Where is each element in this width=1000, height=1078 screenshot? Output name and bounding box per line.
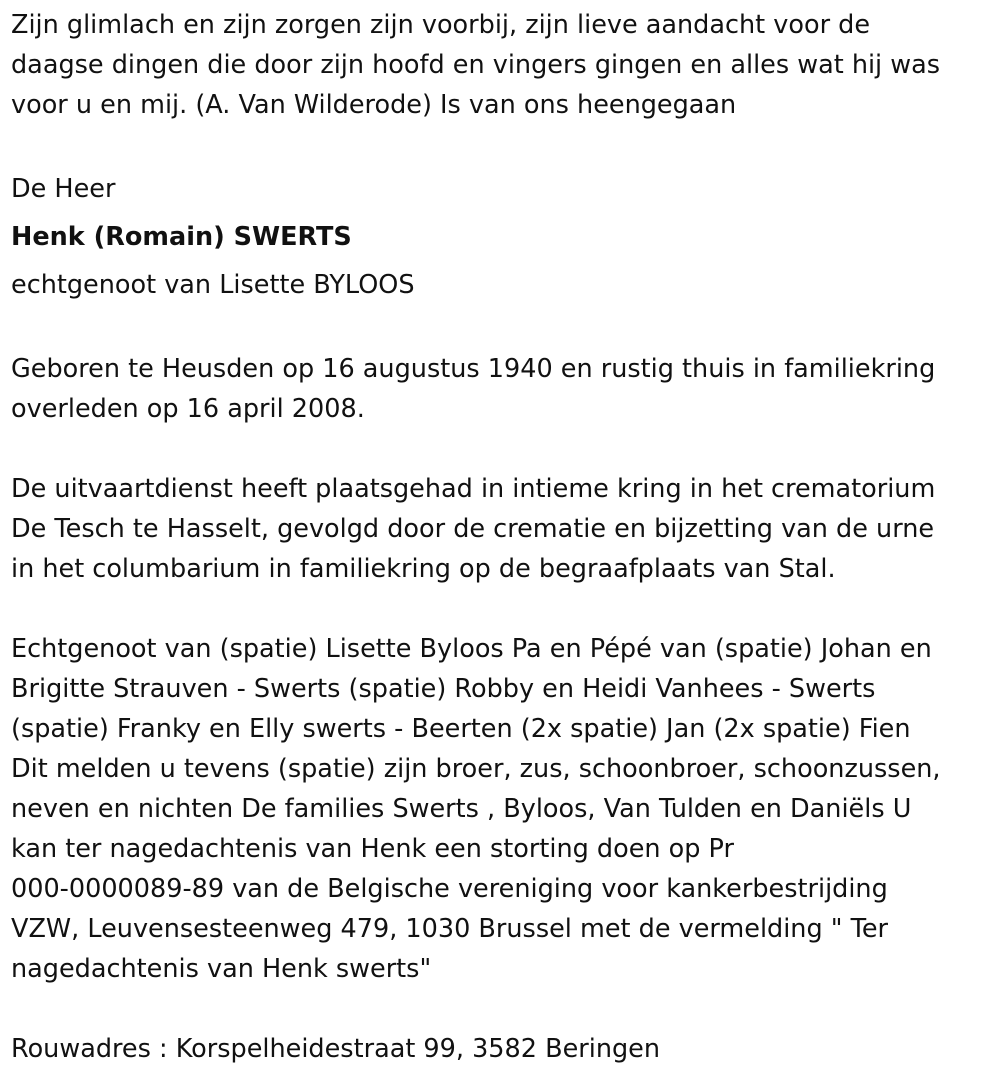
funeral-line: De Tesch te Hasselt, gevolgd door de crematie en bijzetting van de urne [11,514,935,544]
birth-death-line: Geboren te Heusden op 16 augustus 1940 en rustig thuis in familiekring [11,354,936,384]
birth-death-paragraph [11,349,991,429]
mourning-address: Rouwadres : Korspelheidestraat 99, 3582 Beringen [11,1034,661,1064]
family-line: Brigitte Strauven - Swerts (spatie) Robby en Heidi Vanhees - Swerts [11,674,876,704]
paragraph-gap [11,429,991,469]
family-paragraph [11,629,991,989]
birth-death-line: overleden op 16 april 2008. [11,394,365,424]
family-line: 000-0000089-89 van de Belgische vereniging voor kankerbestrijding [11,874,888,904]
funeral-paragraph [11,469,991,589]
family-line: Echtgenoot van (spatie) Lisette Byloos Pa en Pépé van (spatie) Johan en [11,634,932,664]
family-line: nagedachtenis van Henk swerts" [11,954,432,984]
deceased-name: Henk (Romain) SWERTS [11,222,352,252]
intro-line: Zijn glimlach en zijn zorgen zijn voorbij, zijn lieve aandacht voor de [11,10,871,40]
intro-paragraph [11,5,991,125]
paragraph-gap [11,589,991,629]
deceased-block [11,165,991,309]
address-paragraph [11,1029,991,1069]
intro-line: voor u en mij. (A. Van Wilderode) Is van ons heengegaan [11,90,737,120]
spouse-line: echtgenoot van Lisette BYLOOS [11,270,415,300]
paragraph-gap [11,309,991,349]
intro-line: daagse dingen die door zijn hoofd en vingers gingen en alles wat hij was [11,50,941,80]
family-line: VZW, Leuvensesteenweg 479, 1030 Brussel met de vermelding " Ter [11,914,889,944]
paragraph-gap [11,125,991,165]
honorific: De Heer [11,174,116,204]
death-notice [11,5,991,1069]
paragraph-gap [11,989,991,1029]
family-line: kan ter nagedachtenis van Henk een storting doen op Pr [11,834,734,864]
family-line: neven en nichten De families Swerts , Byloos, Van Tulden en Daniëls U [11,794,912,824]
funeral-line: in het columbarium in familiekring op de begraafplaats van Stal. [11,554,836,584]
family-line: (spatie) Franky en Elly swerts - Beerten (2x spatie) Jan (2x spatie) Fien [11,714,911,744]
family-line: Dit melden u tevens (spatie) zijn broer, zus, schoonbroer, schoonzussen, [11,754,941,784]
funeral-line: De uitvaartdienst heeft plaatsgehad in intieme kring in het crematorium [11,474,936,504]
